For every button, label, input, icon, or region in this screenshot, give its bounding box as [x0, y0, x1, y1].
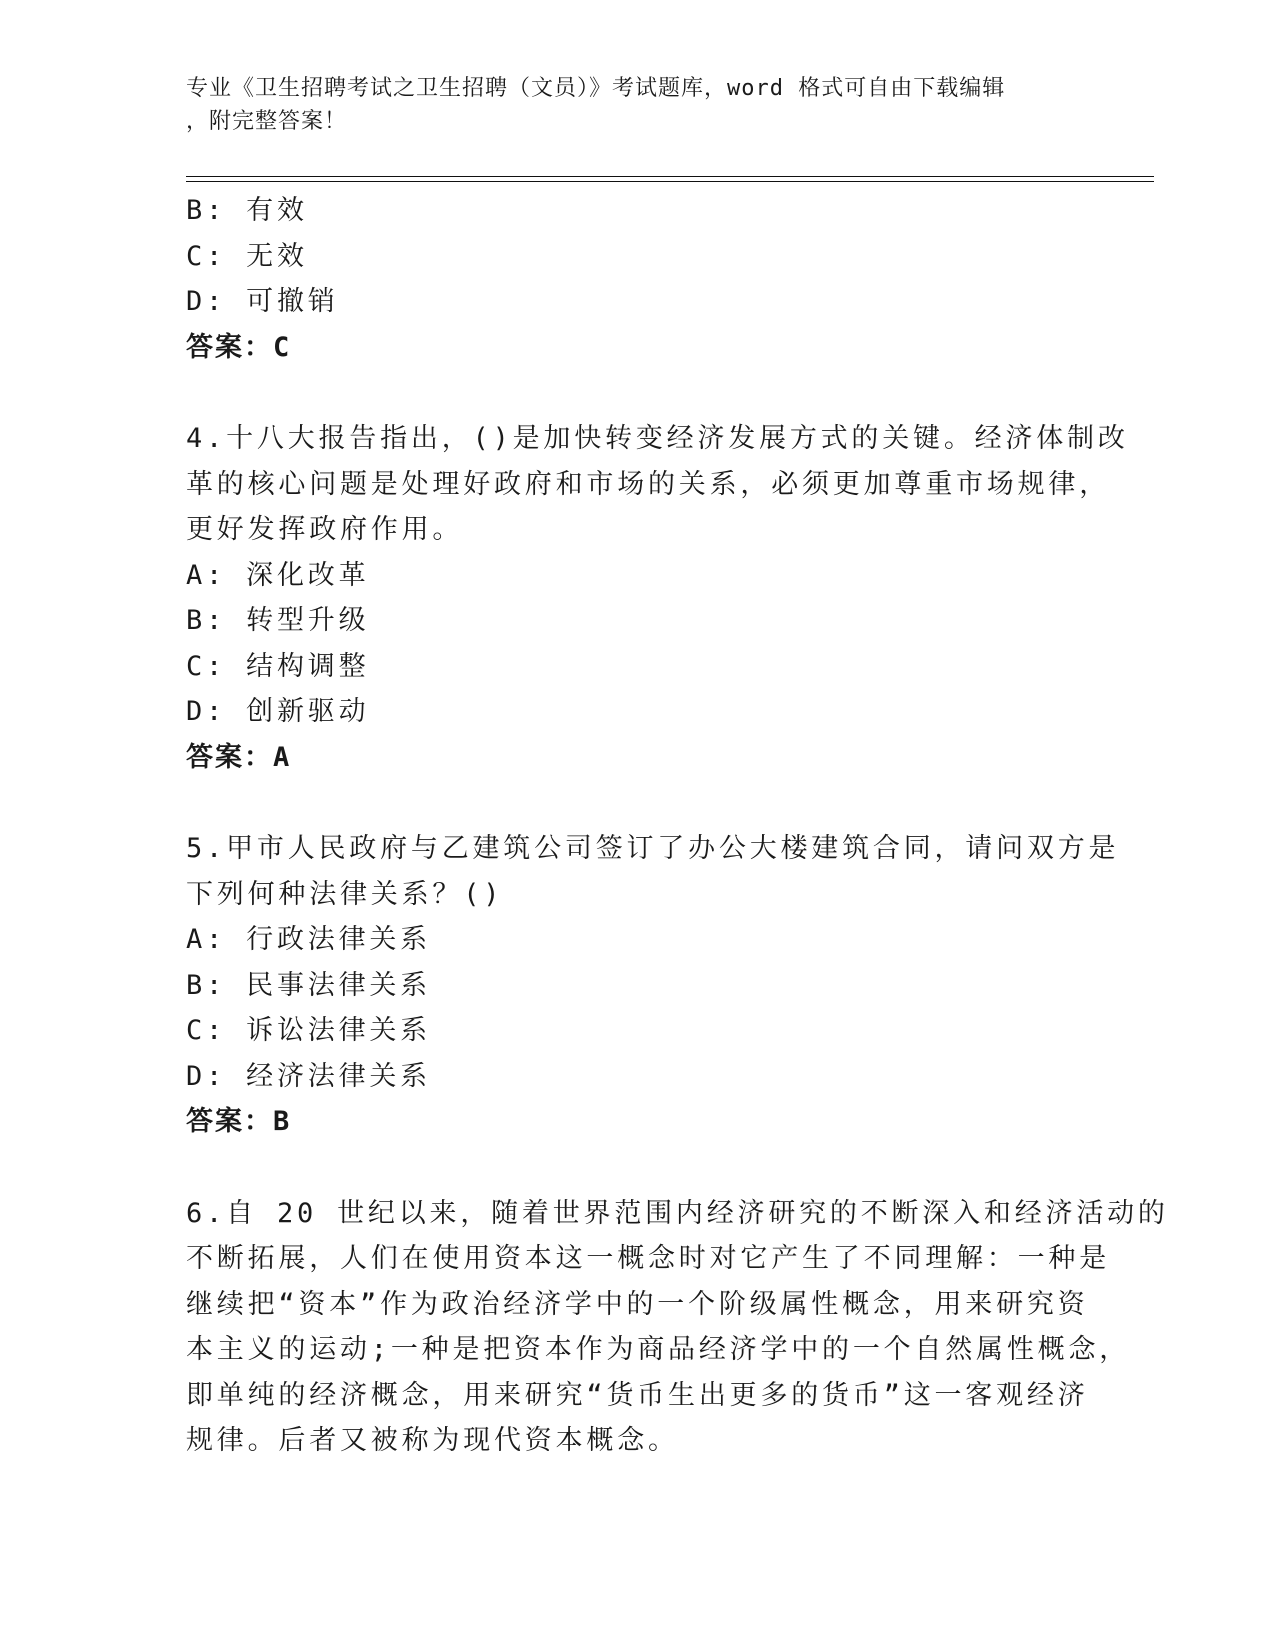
question-text-line: 继续把“资本”作为政治经济学中的一个阶级属性概念，用来研究资: [186, 1288, 1089, 1320]
question-3-tail: [186, 188, 1086, 370]
question-text-line: 5.甲市人民政府与乙建筑公司签订了办公大楼建筑合同，请问双方是: [186, 833, 1120, 864]
question-text-line: 规律。后者又被称为现代资本概念。: [186, 1425, 679, 1456]
header-divider-top: [186, 176, 1154, 177]
option-a: A: 行政法律关系: [186, 924, 431, 955]
question-text-line: 4.十八大报告指出，()是加快转变经济发展方式的关键。经济体制改: [186, 423, 1129, 454]
option-c: C: 无效: [186, 240, 308, 272]
header-divider-bottom: [186, 181, 1154, 182]
spacer: [186, 780, 1086, 826]
question-text-line: 不断拓展，人们在使用资本这一概念时对它产生了不同理解：一种是: [186, 1243, 1110, 1274]
option-b: B: 转型升级: [186, 605, 370, 636]
option-c: C: 诉讼法律关系: [186, 1015, 431, 1046]
question-text-line: 革的核心问题是处理好政府和市场的关系，必须更加尊重市场规律，: [186, 468, 1110, 500]
option-b: B: 民事法律关系: [186, 969, 431, 1001]
header-line-2: ，附完整答案！: [186, 109, 348, 134]
answer-line: 答案：C: [186, 331, 292, 363]
header-line-1: 专业《卫生招聘考试之卫生招聘（文员）》考试题库，word 格式可自由下载编辑: [186, 76, 1006, 101]
option-d: D: 经济法律关系: [186, 1060, 431, 1092]
option-d: D: 创新驱动: [186, 696, 370, 727]
answer-line: 答案：A: [186, 741, 292, 773]
question-6: [186, 1191, 1169, 1464]
question-text-line: 本主义的运动;一种是把资本作为商品经济学中的一个自然属性概念，: [186, 1334, 1131, 1365]
question-text-line: 下列何种法律关系？(): [186, 878, 504, 910]
question-5: [186, 826, 1120, 1145]
question-content: [186, 188, 1169, 1464]
question-text-line: 更好发挥政府作用。: [186, 514, 464, 545]
question-text-line: 即单纯的经济概念，用来研究“货币生出更多的货币”这一客观经济: [186, 1379, 1089, 1411]
spacer: [186, 1145, 1086, 1191]
option-d: D: 可撤销: [186, 286, 339, 317]
spacer: [186, 370, 1086, 416]
option-b: B: 有效: [186, 195, 308, 226]
page-header: [186, 72, 1076, 138]
question-text-line: 6.自 20 世纪以来，随着世界范围内经济研究的不断深入和经济活动的: [186, 1197, 1169, 1229]
question-4: [186, 416, 1129, 780]
answer-line: 答案：B: [186, 1106, 292, 1137]
option-a: A: 深化改革: [186, 559, 370, 591]
option-c: C: 结构调整: [186, 650, 370, 682]
